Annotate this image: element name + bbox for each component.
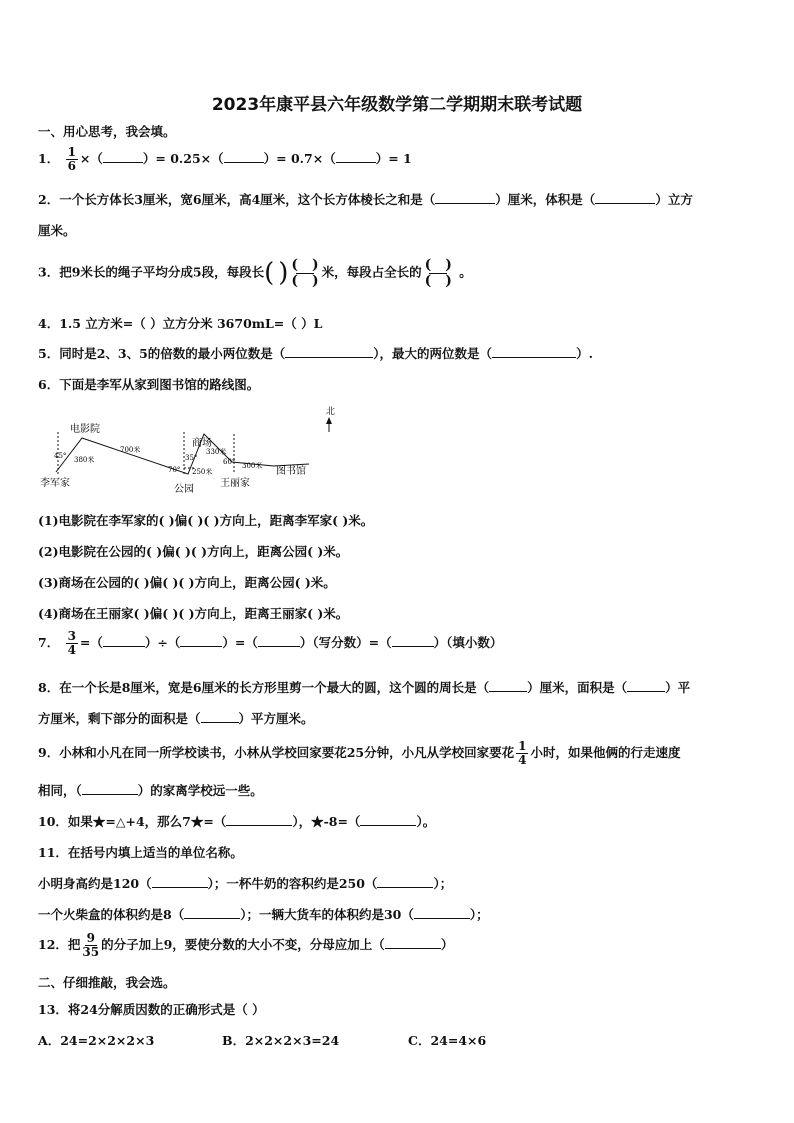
angle-label: 35°	[185, 454, 198, 462]
wang-label: 王丽家	[220, 478, 250, 489]
question-8-cont: 方厘米，剩下部分的面积是（ ）平方厘米。	[38, 711, 314, 726]
question-9: 9．小林和小凡在同一所学校读书，小林从学校回家要花25分钟，小凡从学校回家要花 $\frac{1}{4}$ 小时，如果他俩的行走速度	[38, 739, 681, 768]
question-13: 13．将24分解质因数的正确形式是（ ）	[38, 1002, 265, 1017]
question-11-a: 小明身高约是120（ ）；一杯牛奶的容积约是250（ ）；	[38, 876, 453, 891]
question-2-cont: 厘米。	[38, 223, 76, 238]
fraction: $\frac{3}{4}$	[67, 629, 76, 658]
distance-label: 330米	[206, 448, 227, 456]
blank-fraction: $\frac{( )}{( )}$	[424, 257, 452, 289]
question-11: 11．在括号内填上适当的单位名称。	[38, 845, 243, 860]
question-1: 1． $\frac{1}{6}$ ×（ ）= 0.25×（ ）= 0.7×（ ）= 1	[38, 145, 412, 174]
angle-label: 45°	[54, 452, 67, 460]
route-map	[34, 402, 354, 498]
distance-label: 250米	[192, 468, 213, 476]
section-heading-2: 二、仔细推敲，我会选。	[38, 975, 176, 990]
question-8: 8．在一个长是8厘米，宽是6厘米的长方形里剪一个最大的圆，这个圆的周长是（ ）厘米，面积是（ ）平	[38, 680, 691, 695]
question-7: 7． $\frac{3}{4}$ =（ ）÷（ ）=（ ）（写分数）=（ ）（填小数）	[38, 629, 503, 658]
mall-label: 商场	[192, 438, 212, 449]
blank-fraction: $\frac{( )}{( )}$	[291, 257, 319, 289]
park-label: 公园	[174, 484, 194, 495]
question-4: 4．1.5 立方米=（ ）立方分米 3670mL=（ ）L	[38, 316, 323, 331]
question-3: 3．把9米长的绳子平均分成5段，每段长( ) $\frac{( )}{( )}$ 米，每段占全长的 $\frac{( )}{( )}$ 。	[38, 257, 472, 289]
question-12: 12．把 $\frac{9}{35}$ 的分子加上9，要使分数的大小不变，分母应加上（ ）	[38, 931, 454, 960]
question-6: 6．下面是李军从家到图书馆的路线图。	[38, 377, 260, 392]
north-label: 北	[326, 407, 336, 417]
angle-label: 60°	[223, 458, 236, 466]
question-6-sub-4: (4)商场在王丽家( )偏( )( )方向上，距离王丽家( )米。	[38, 606, 349, 621]
section-heading-1: 一、用心思考，我会填。	[38, 124, 176, 139]
question-2: 2．一个长方体长3厘米，宽6厘米，高4厘米，这个长方体棱长之和是（ ）厘米，体积是（ ）立方	[38, 192, 693, 207]
option-b: B．2×2×2×3=24	[222, 1033, 340, 1048]
question-9-cont: 相同，（ ）的家离学校远一些。	[38, 783, 263, 798]
library-label: 图书馆	[276, 466, 306, 477]
option-a: A．24=2×2×2×3	[38, 1033, 155, 1048]
question-5: 5．同时是2、3、5的倍数的最小两位数是（ ），最大的两位数是（ ）.	[38, 346, 593, 361]
home-label: 李军家	[40, 478, 70, 489]
fraction: $\frac{1}{6}$	[67, 145, 76, 174]
distance-label: 700米	[120, 446, 141, 454]
question-6-sub-3: (3)商场在公园的( )偏( )( )方向上，距离公园( )米。	[38, 575, 336, 590]
fraction: $\frac{9}{35}$	[82, 931, 100, 960]
cinema-label: 电影院	[70, 424, 100, 435]
question-6-sub-2: (2)电影院在公园的( )偏( )( )方向上，距离公园( )米。	[38, 544, 349, 559]
question-10: 10．如果★=△+4，那么7★=（ ），★-8=（ ）。	[38, 814, 436, 829]
angle-label: 70°	[168, 466, 181, 474]
distance-label: 300米	[242, 462, 263, 470]
distance-label: 380米	[74, 456, 95, 464]
question-6-sub-1: (1)电影院在李军家的( )偏( )( )方向上，距离李军家( )米。	[38, 513, 374, 528]
fraction: $\frac{1}{4}$	[518, 739, 527, 768]
question-11-b: 一个火柴盒的体积约是8（ ）；一辆大货车的体积约是30（ ）；	[38, 907, 489, 922]
option-c: C．24=4×6	[408, 1033, 487, 1048]
page-title: 2023年康平县六年级数学第二学期期末联考试题	[211, 95, 583, 115]
